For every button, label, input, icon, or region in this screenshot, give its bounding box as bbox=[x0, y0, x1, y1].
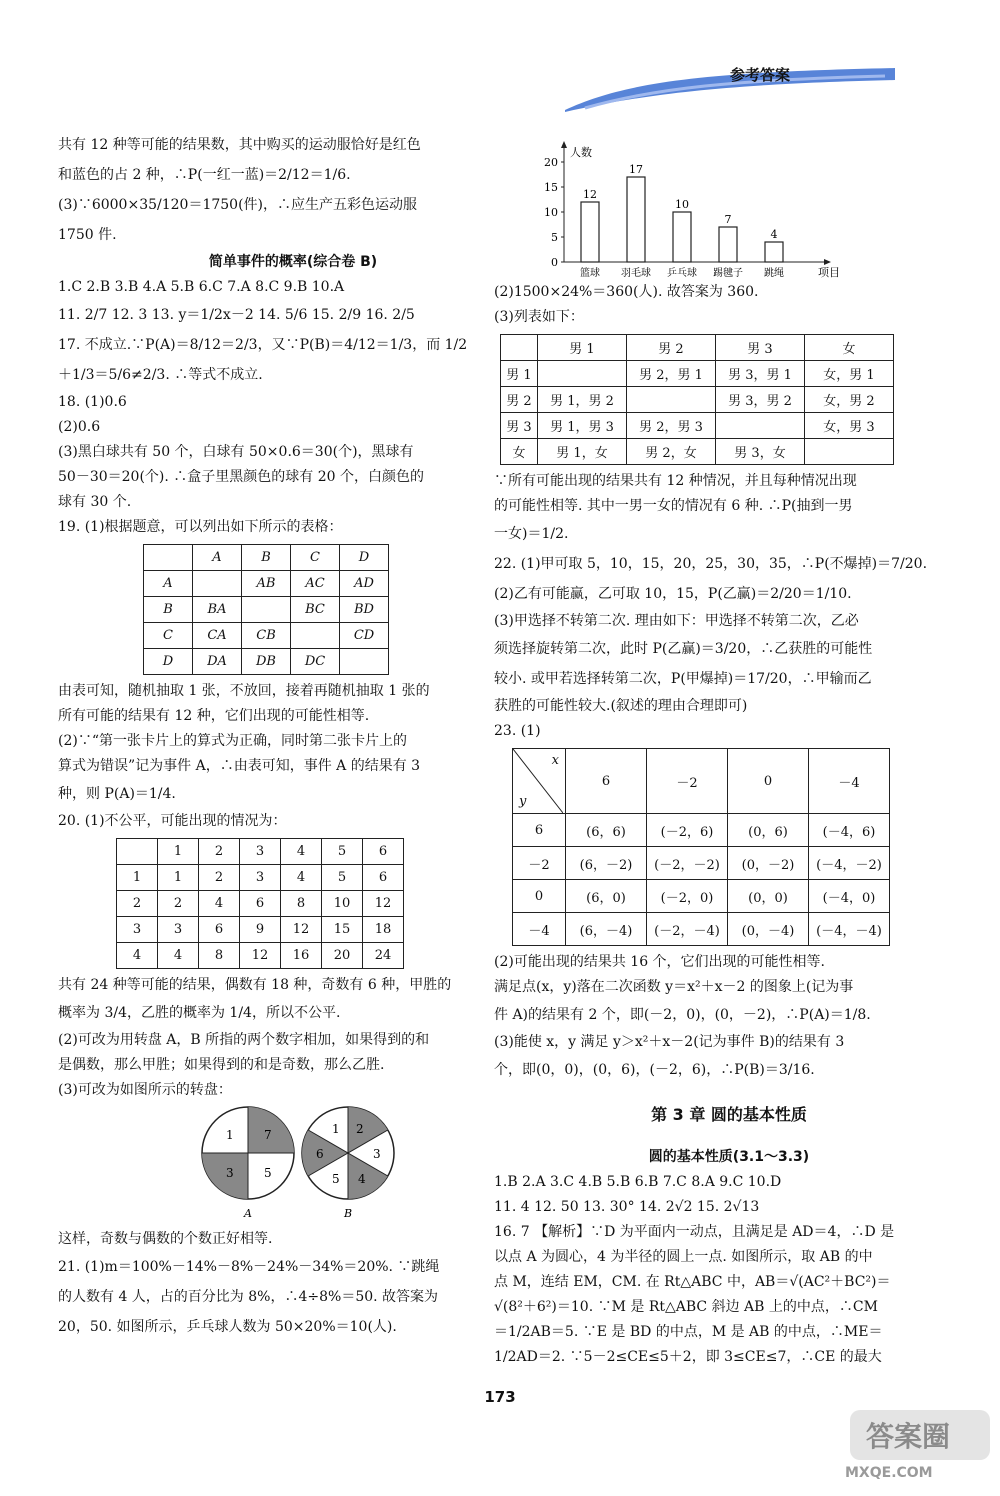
table-row bbox=[144, 623, 389, 649]
table-cell: (0，0) bbox=[728, 880, 809, 913]
y-tick-label: 20 bbox=[544, 156, 558, 169]
table-cell: (－2，6) bbox=[647, 814, 728, 847]
table-cell: 男 1 bbox=[538, 335, 627, 361]
text-line: 21. (1)m＝100%－14%－8%－24%－34%＝20%. ∵跳绳 bbox=[58, 1259, 440, 1275]
table-cell: 12 bbox=[363, 891, 404, 917]
text-line: 的人数有 4 人，占的百分比为 8%，∴4÷8%＝50. 故答案为 bbox=[58, 1289, 439, 1305]
table-row bbox=[144, 649, 389, 675]
x-axis-arrow bbox=[824, 259, 831, 265]
text-line: 须选择旋转第二次，此时 P(乙赢)＝3/20，∴乙获胜的可能性 bbox=[494, 641, 873, 657]
table-cell: 2 bbox=[158, 891, 199, 917]
text-line: 1750 件. bbox=[58, 227, 117, 243]
corner-label-y: y bbox=[519, 794, 527, 809]
table-cell: 20 bbox=[322, 943, 363, 969]
spinner-a-number: 7 bbox=[264, 1128, 272, 1142]
table-cell: 3 bbox=[240, 865, 281, 891]
table-cell: 0 bbox=[513, 880, 566, 913]
table-cell: 男 3 bbox=[716, 335, 805, 361]
table-cell: －4 bbox=[513, 913, 566, 946]
text-line: (2)∵“第一张卡片上的算式为正确，同时第二张卡片上的 bbox=[58, 733, 407, 749]
table-cell: (0，－4) bbox=[728, 913, 809, 946]
text-line: 种，则 P(A)＝1/4. bbox=[58, 786, 176, 802]
table-row bbox=[501, 413, 894, 439]
table-cell: AD bbox=[340, 571, 389, 597]
spinner-b-number: 5 bbox=[332, 1172, 340, 1186]
table-cell: DC bbox=[291, 649, 340, 675]
text-line: 22. (1)甲可取 5，10，15，20，25，30，35，∴P(不爆掉)＝7/20. bbox=[494, 556, 928, 572]
table-cell: 2 bbox=[199, 839, 240, 865]
text-line: 获胜的可能性较大.(叙述的理由合理即可) bbox=[494, 698, 748, 714]
table-cell: 男 1 bbox=[501, 361, 538, 387]
spinner-b-number: 4 bbox=[358, 1172, 366, 1186]
bar-value-label: 17 bbox=[629, 163, 643, 176]
table-cell: 男 3，男 2 bbox=[716, 387, 805, 413]
text-line: (3)甲选择不转第二次. 理由如下：甲选择不转第二次，乙必 bbox=[494, 613, 859, 629]
table-cell: 5 bbox=[322, 865, 363, 891]
table-cell: 男 2，男 3 bbox=[627, 413, 716, 439]
text-line: (3)能使 x，y 满足 y＞x²＋x－2(记为事件 B)的结果有 3 bbox=[494, 1034, 845, 1050]
table-row bbox=[117, 917, 404, 943]
text-line: 20，50. 如图所示，乒乓球人数为 50×20%＝10(人). bbox=[58, 1319, 397, 1335]
table-cell: A bbox=[144, 571, 193, 597]
table-cell: －2 bbox=[647, 749, 728, 814]
spinner-a-label: A bbox=[244, 1207, 252, 1220]
spinner-b bbox=[302, 1107, 394, 1220]
table-cell: (－4，－2) bbox=[809, 847, 890, 880]
table-cell: －4 bbox=[809, 749, 890, 814]
text-line: (2)乙有可能赢，乙可取 10，15，P(乙赢)＝2/20＝1/10. bbox=[494, 586, 852, 602]
bar bbox=[673, 212, 691, 262]
table-cell: 2 bbox=[117, 891, 158, 917]
table-cell: 男 2 bbox=[501, 387, 538, 413]
table-cell: 男 3，男 1 bbox=[716, 361, 805, 387]
spinners-figure bbox=[58, 1103, 528, 1223]
bar-value-label: 4 bbox=[770, 228, 778, 241]
table-row bbox=[144, 597, 389, 623]
table-row bbox=[501, 335, 894, 361]
table-cell bbox=[805, 439, 894, 465]
table-cell: 4 bbox=[199, 891, 240, 917]
x-tick-label: 羽毛球 bbox=[621, 268, 651, 279]
table-cell: (－2，－2) bbox=[647, 847, 728, 880]
table-row bbox=[513, 814, 890, 847]
text-line: 件 A)的结果有 2 个，即(－2，0)，(0，－2)，∴P(A)＝1/8. bbox=[494, 1007, 871, 1023]
table-20 bbox=[116, 838, 404, 969]
text-line: 17. 不成立.∵P(A)＝8/12＝2/3，又∵P(B)＝4/12＝1/3，而 1/2 bbox=[58, 337, 468, 353]
table-cell: (－2，－4) bbox=[647, 913, 728, 946]
text-line: 一女)＝1/2. bbox=[494, 526, 569, 542]
table-cell: (－4，－4) bbox=[809, 913, 890, 946]
text-line: 是偶数，那么甲胜；如果得到的和是奇数，那么乙胜. bbox=[58, 1057, 385, 1073]
table-row bbox=[117, 943, 404, 969]
table-cell: 12 bbox=[281, 917, 322, 943]
x-tick-label: 乒乓球 bbox=[667, 268, 697, 279]
table-cell: (6，－4) bbox=[566, 913, 647, 946]
table-cell: B bbox=[144, 597, 193, 623]
bar bbox=[581, 202, 599, 262]
table-row bbox=[513, 847, 890, 880]
table-cell: 8 bbox=[199, 943, 240, 969]
table-cell: 4 bbox=[158, 943, 199, 969]
text-line: 个，即(0，0)，(0，6)，(－2，6)，∴P(B)＝3/16. bbox=[494, 1062, 815, 1078]
text-line: 所有可能的结果有 12 种，它们出现的可能性相等. bbox=[58, 708, 370, 724]
text-line: (3)可改为如图所示的转盘： bbox=[58, 1082, 232, 1098]
table-cell: 4 bbox=[281, 839, 322, 865]
table-cell: 男 3，女 bbox=[716, 439, 805, 465]
text-line: 由表可知，随机抽取 1 张，不放回，接着再随机抽取 1 张的 bbox=[58, 683, 430, 699]
bar-chart bbox=[494, 140, 844, 280]
x-tick-label: 篮球 bbox=[580, 268, 600, 279]
chapter-title: 第 3 章 圆的基本性质 bbox=[651, 1105, 807, 1124]
table-row bbox=[117, 891, 404, 917]
table-cell: C bbox=[144, 623, 193, 649]
left-column bbox=[58, 130, 528, 1342]
table-cell: AB bbox=[242, 571, 291, 597]
answers-line: 1.C 2.B 3.B 4.A 5.B 6.C 7.A 8.C 9.B 10.A bbox=[58, 279, 345, 295]
table-cell: 15 bbox=[322, 917, 363, 943]
table-cell: －2 bbox=[513, 847, 566, 880]
spinner-b-number: 1 bbox=[332, 1122, 340, 1136]
table-cell bbox=[627, 387, 716, 413]
text-line: 18. (1)0.6 bbox=[58, 394, 127, 410]
table-cell: 3 bbox=[240, 839, 281, 865]
table-cell bbox=[144, 545, 193, 571]
table-cell: 3 bbox=[158, 917, 199, 943]
bar bbox=[719, 227, 737, 262]
text-line: ＝1/2AB＝5. ∵E 是 BD 的中点，M 是 AB 的中点，∴ME＝ bbox=[494, 1324, 883, 1340]
text-line: 算式为错误”记为事件 A，∴由表可知，事件 A 的结果有 3 bbox=[58, 758, 421, 774]
section-title: 简单事件的概率(综合卷 B) bbox=[208, 254, 378, 270]
text-line: (2)1500×24%＝360(人). 故答案为 360. bbox=[494, 284, 759, 300]
table-cell: 1 bbox=[117, 865, 158, 891]
text-line: 1/2AD＝2. ∵5－2≤CE≤5＋2，即 3≤CE≤7，∴CE 的最大 bbox=[494, 1349, 882, 1365]
text-line: 23. (1) bbox=[494, 723, 541, 739]
table-cell bbox=[716, 413, 805, 439]
table-cell: 1 bbox=[158, 865, 199, 891]
y-tick-label: 5 bbox=[551, 231, 558, 244]
table-cell: (6，6) bbox=[566, 814, 647, 847]
header-title: 参考答案 bbox=[730, 66, 791, 84]
text-line: 这样，奇数与偶数的个数正好相等. bbox=[58, 1231, 273, 1247]
text-line: (2)可能出现的结果共 16 个，它们出现的可能性相等. bbox=[494, 954, 825, 970]
table-19 bbox=[143, 544, 389, 675]
table-cell: 9 bbox=[240, 917, 281, 943]
table-cell: (－2，0) bbox=[647, 880, 728, 913]
table-row bbox=[144, 571, 389, 597]
table-cell: 6 bbox=[199, 917, 240, 943]
table-cell: (6，0) bbox=[566, 880, 647, 913]
text-line: 16. 7 【解析】∵D 为平面内一动点，且满足是 AD＝4，∴D 是 bbox=[494, 1224, 895, 1240]
table-cell bbox=[538, 361, 627, 387]
table-cell bbox=[501, 335, 538, 361]
table-cell bbox=[291, 623, 340, 649]
table-cell: BD bbox=[340, 597, 389, 623]
table-cell: 男 1，男 2 bbox=[538, 387, 627, 413]
table-cell: BC bbox=[291, 597, 340, 623]
table-cell: D bbox=[340, 545, 389, 571]
table-cell: 男 3 bbox=[501, 413, 538, 439]
answers-line: 11. 4 12. 50 13. 30° 14. 2√2 15. 2√13 bbox=[494, 1199, 760, 1215]
answers-line: 1.B 2.A 3.C 4.B 5.B 6.B 7.C 8.A 9.C 10.D bbox=[494, 1174, 782, 1190]
table-row bbox=[117, 839, 404, 865]
table-cell: CB bbox=[242, 623, 291, 649]
table-cell bbox=[117, 839, 158, 865]
table-cell bbox=[242, 597, 291, 623]
table-cell: 男 2，女 bbox=[627, 439, 716, 465]
table-cell: 女，男 3 bbox=[805, 413, 894, 439]
table-cell: 18 bbox=[363, 917, 404, 943]
table-cell: (－4，6) bbox=[809, 814, 890, 847]
table-cell: 女，男 1 bbox=[805, 361, 894, 387]
text-line: 点 M，连结 EM，CM. 在 Rt△ABC 中，AB＝√(AC²＋BC²)＝ bbox=[494, 1274, 891, 1290]
table-cell: B bbox=[242, 545, 291, 571]
text-line: 较小. 或甲若选择转第二次，P(甲爆掉)＝17/20，∴甲输而乙 bbox=[494, 671, 872, 687]
y-tick-label: 0 bbox=[551, 256, 558, 269]
spinner-b-label: B bbox=[344, 1207, 353, 1220]
corner-label-x: x bbox=[551, 753, 559, 768]
table-cell: 24 bbox=[363, 943, 404, 969]
text-line: 共有 24 种等可能的结果，偶数有 18 种，奇数有 6 种，甲胜的 bbox=[58, 977, 452, 993]
svg-text:答案圈: 答案圈 bbox=[866, 1420, 951, 1453]
table-cell: 2 bbox=[199, 865, 240, 891]
table-row bbox=[144, 545, 389, 571]
table-cell: 10 bbox=[322, 891, 363, 917]
spinner-a-number: 1 bbox=[226, 1128, 234, 1142]
table-cell bbox=[340, 649, 389, 675]
table-cell: 女 bbox=[805, 335, 894, 361]
text-line: ＋1/3＝5/6≠2/3. ∴等式不成立. bbox=[58, 367, 263, 383]
text-line: ∵所有可能出现的结果共有 12 种情况，并且每种情况出现 bbox=[494, 473, 857, 489]
x-axis-label: 项目 bbox=[818, 266, 840, 279]
table-row bbox=[501, 361, 894, 387]
text-line: √(8²＋6²)＝10. ∵M 是 Rt△ABC 斜边 AB 上的中点，∴CM bbox=[494, 1299, 878, 1315]
spinner-b-number: 6 bbox=[316, 1147, 324, 1161]
table-cell: 6 bbox=[240, 891, 281, 917]
table-cell: 5 bbox=[322, 839, 363, 865]
bar-value-label: 7 bbox=[724, 213, 732, 226]
y-axis-label: 人数 bbox=[570, 146, 592, 159]
answers-line: 11. 2/7 12. 3 13. y＝1/2x－2 14. 5/6 15. 2/9 16. 2/5 bbox=[58, 307, 415, 323]
table-cell: 男 2 bbox=[627, 335, 716, 361]
table-cell: 男 1，女 bbox=[538, 439, 627, 465]
spinner-a-number: 3 bbox=[226, 1166, 234, 1180]
table-row bbox=[513, 880, 890, 913]
y-tick-label: 10 bbox=[544, 206, 558, 219]
text-line: 和蓝色的占 2 种，∴P(一红一蓝)＝2/12＝1/6. bbox=[58, 167, 351, 183]
table-row bbox=[513, 749, 890, 814]
table-cell: 4 bbox=[117, 943, 158, 969]
table-cell: 3 bbox=[117, 917, 158, 943]
text-line: 概率为 3/4，乙胜的概率为 1/4，所以不公平. bbox=[58, 1005, 341, 1021]
table-21 bbox=[500, 334, 894, 465]
text-line: 的可能性相等. 其中一男一女的情况有 6 种. ∴P(抽到一男 bbox=[494, 498, 853, 514]
table-cell: 6 bbox=[363, 865, 404, 891]
spinner-a-number: 5 bbox=[264, 1166, 272, 1180]
table-cell: 12 bbox=[240, 943, 281, 969]
table-cell: CA bbox=[193, 623, 242, 649]
text-line: 满足点(x，y)落在二次函数 y＝x²＋x－2 的图象上(记为事 bbox=[494, 979, 854, 995]
table-cell: (－4，0) bbox=[809, 880, 890, 913]
table-row bbox=[513, 913, 890, 946]
x-tick-label: 踢毽子 bbox=[713, 268, 743, 279]
bar-value-label: 12 bbox=[583, 188, 597, 201]
chapter-subtitle: 圆的基本性质(3.1～3.3) bbox=[648, 1149, 810, 1165]
table-cell: 男 1，男 3 bbox=[538, 413, 627, 439]
text-line: 20. (1)不公平，可能出现的情况为： bbox=[58, 813, 287, 829]
bar-value-label: 10 bbox=[675, 198, 689, 211]
table-cell: 4 bbox=[281, 865, 322, 891]
table-row bbox=[501, 439, 894, 465]
table-cell: (6，－2) bbox=[566, 847, 647, 880]
text-line: (3)黑白球共有 50 个，白球有 50×0.6＝30(个)，黑球有 bbox=[58, 444, 414, 460]
table-cell: 女，男 2 bbox=[805, 387, 894, 413]
y-axis-arrow bbox=[561, 141, 567, 148]
table-cell: AC bbox=[291, 571, 340, 597]
text-line: 19. (1)根据题意，可以列出如下所示的表格： bbox=[58, 519, 343, 535]
table-cell: C bbox=[291, 545, 340, 571]
table-cell: D bbox=[144, 649, 193, 675]
table-cell: 6 bbox=[566, 749, 647, 814]
text-line: (2)可改为用转盘 A，B 所指的两个数字相加，如果得到的和 bbox=[58, 1032, 430, 1048]
text-line: (3)∵6000×35/120＝1750(件)，∴应生产五彩色运动服 bbox=[58, 197, 417, 213]
y-tick-label: 15 bbox=[544, 181, 558, 194]
table-cell: DA bbox=[193, 649, 242, 675]
bar bbox=[627, 177, 645, 262]
text-line: 50－30＝20(个). ∴盒子里黑颜色的球有 20 个，白颜色的 bbox=[58, 469, 424, 485]
right-column bbox=[494, 140, 964, 1370]
table-cell: 0 bbox=[728, 749, 809, 814]
table-cell: 1 bbox=[158, 839, 199, 865]
bar bbox=[765, 242, 783, 262]
watermark-text: MXQE.COM bbox=[845, 1465, 933, 1481]
table-cell: 女 bbox=[501, 439, 538, 465]
table-cell: 6 bbox=[513, 814, 566, 847]
table-row bbox=[501, 387, 894, 413]
page-number: 173 bbox=[484, 1388, 516, 1406]
text-line: 球有 30 个. bbox=[58, 494, 132, 510]
table-cell bbox=[193, 571, 242, 597]
table-cell: 6 bbox=[363, 839, 404, 865]
table-23 bbox=[512, 748, 890, 946]
x-tick-label: 跳绳 bbox=[764, 268, 784, 279]
table-cell: A bbox=[193, 545, 242, 571]
text-line: 共有 12 种等可能的结果数，其中购买的运动服恰好是红色 bbox=[58, 137, 421, 153]
table-cell: (0，6) bbox=[728, 814, 809, 847]
text-line: (2)0.6 bbox=[58, 419, 101, 435]
text-line: 以点 A 为圆心，4 为半径的圆上一点. 如图所示，取 AB 的中 bbox=[494, 1249, 873, 1265]
table-row bbox=[117, 865, 404, 891]
text-line: (3)列表如下： bbox=[494, 309, 584, 325]
spinner-a bbox=[202, 1107, 294, 1220]
table-cell: DB bbox=[242, 649, 291, 675]
table-cell: CD bbox=[340, 623, 389, 649]
table-cell: 16 bbox=[281, 943, 322, 969]
table-cell: BA bbox=[193, 597, 242, 623]
spinner-b-number: 3 bbox=[373, 1147, 381, 1161]
table-cell: (0，－2) bbox=[728, 847, 809, 880]
spinner-b-number: 2 bbox=[356, 1122, 364, 1136]
table-cell: 8 bbox=[281, 891, 322, 917]
table-cell: 男 2，男 1 bbox=[627, 361, 716, 387]
table-corner-cell bbox=[513, 749, 566, 814]
